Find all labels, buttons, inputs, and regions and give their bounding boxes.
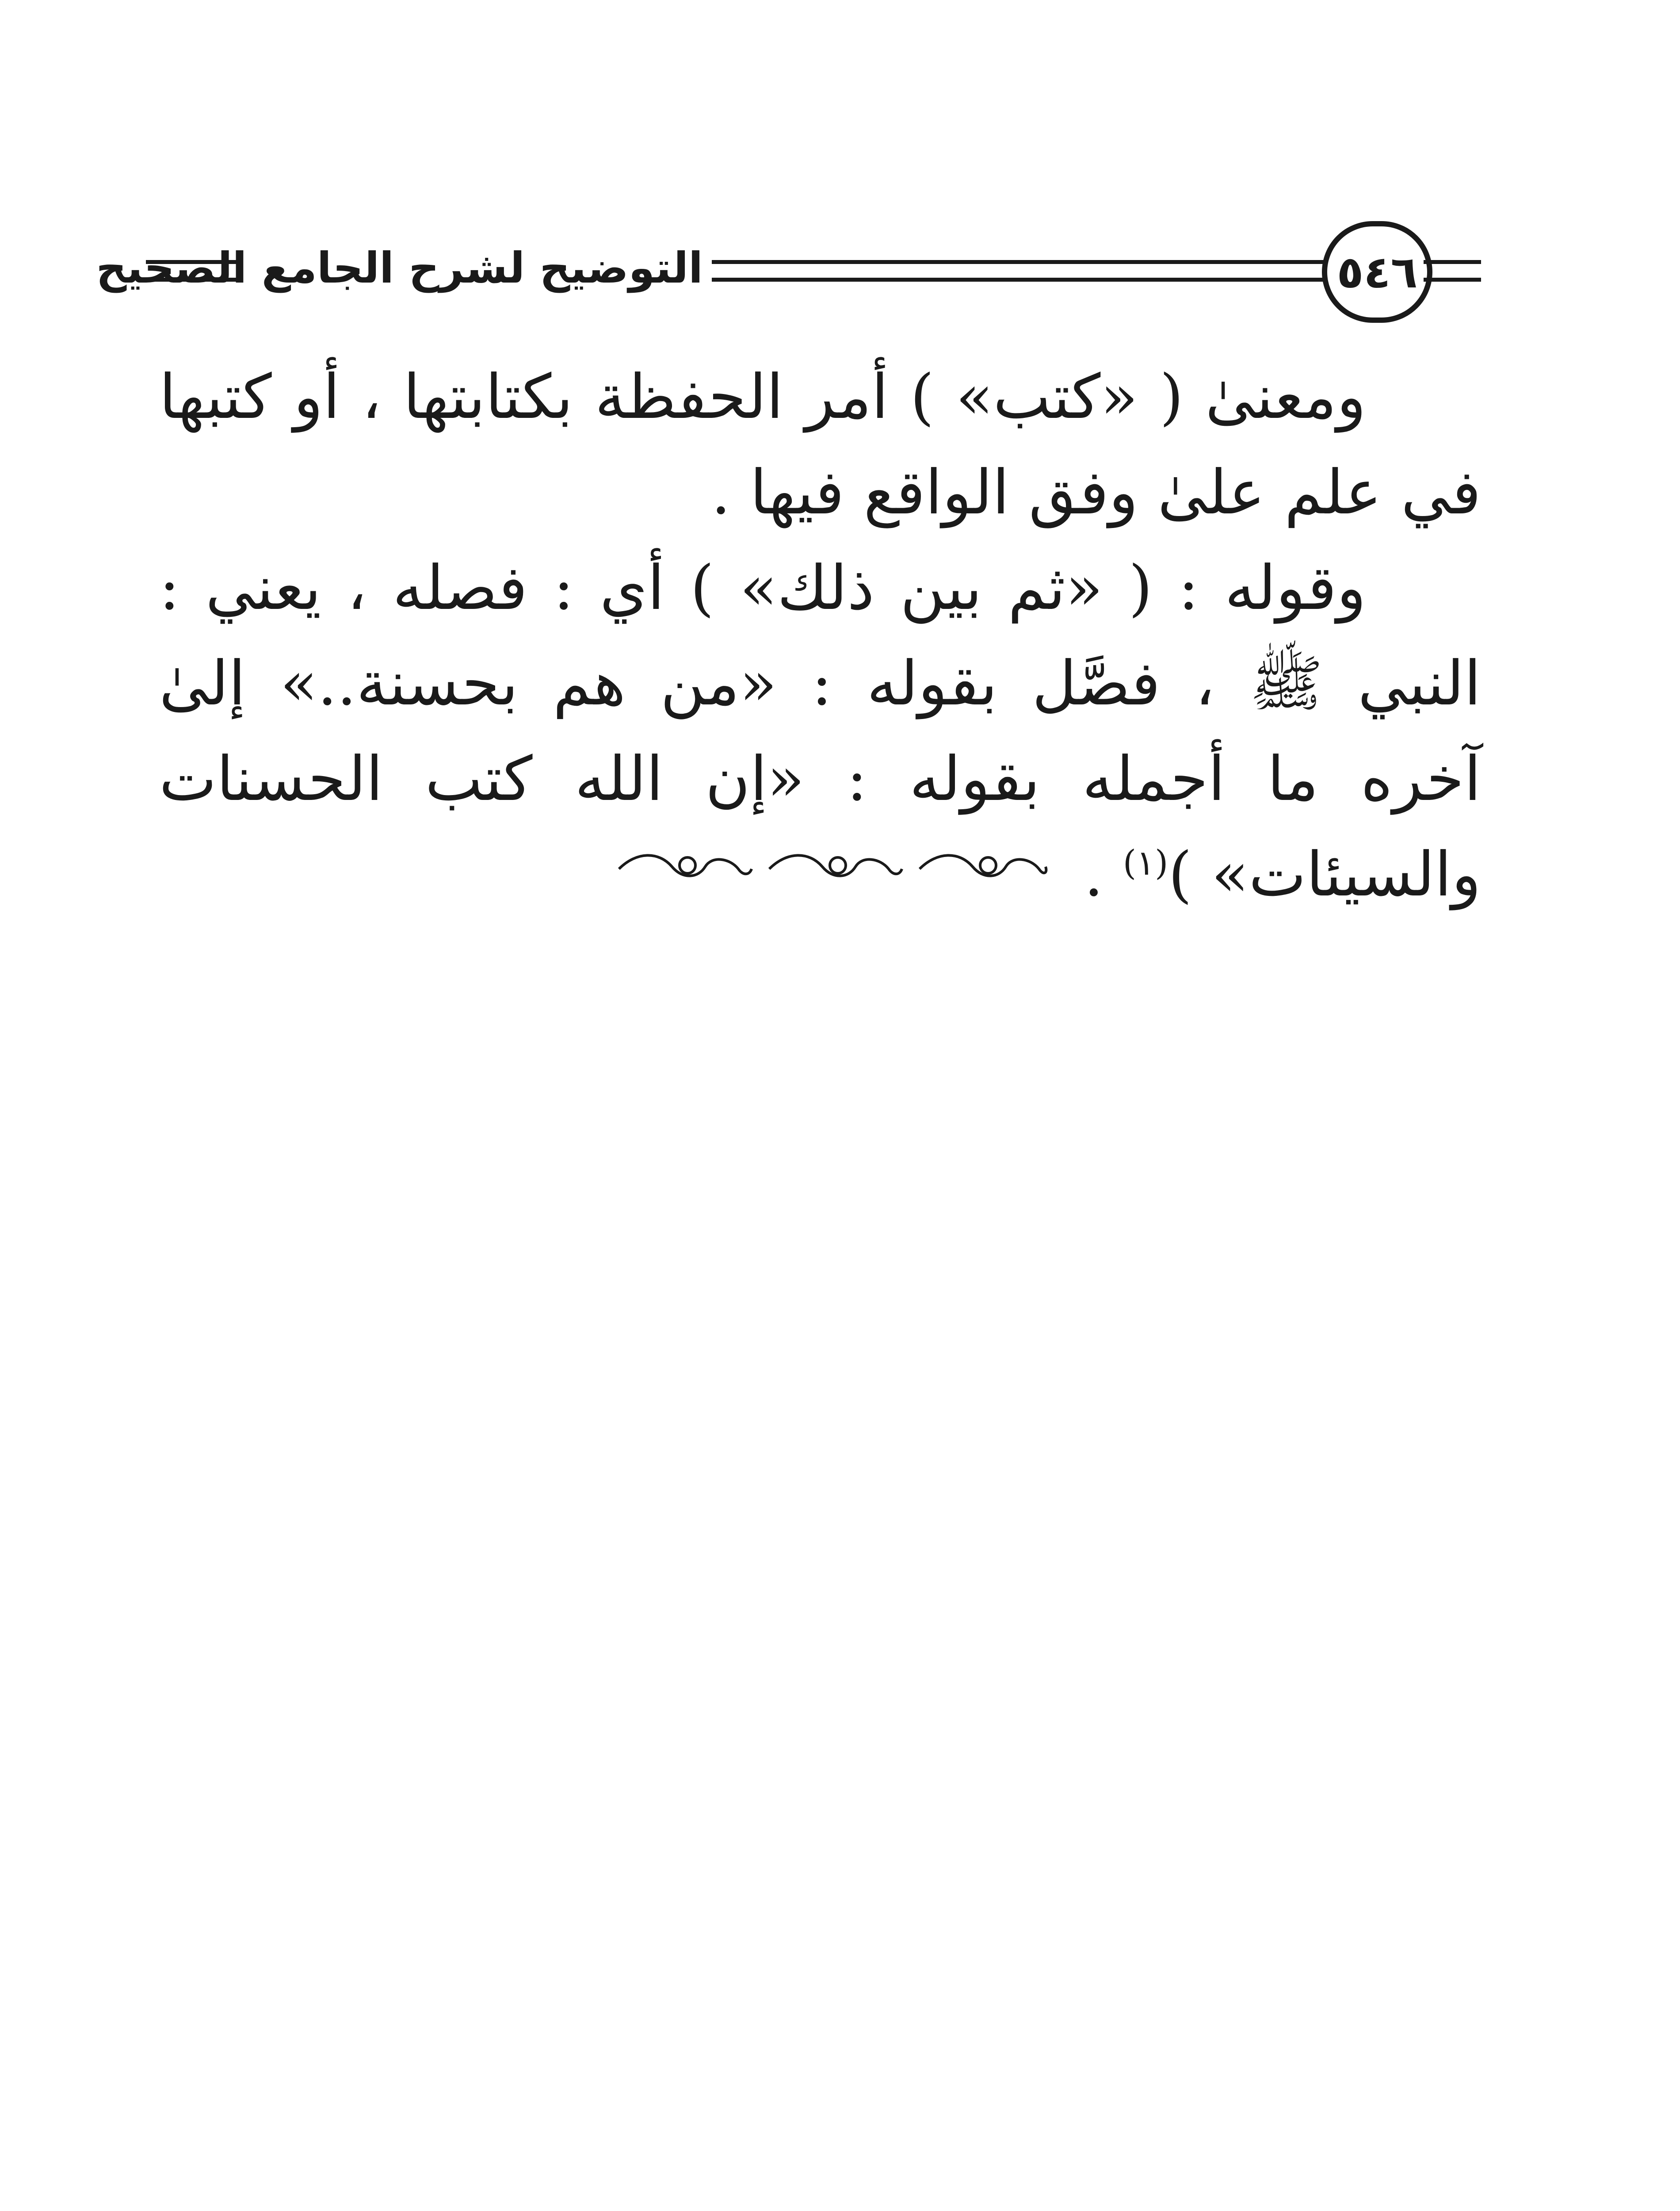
page-number: ٥٤٦ bbox=[1336, 246, 1418, 298]
header-rule bbox=[1424, 278, 1481, 282]
header-rule bbox=[1424, 260, 1481, 264]
header-rule bbox=[712, 260, 1326, 264]
footnote-reference: (١) bbox=[1123, 843, 1168, 883]
paragraph-text: وقوله : ( «ثم بين ذلك» ) أي : فصله ، يعني : النبي ﷺ ، فصَّل بقوله : «من هم بحسنة..» إلىٰ آخره ما أجمله بقوله : «إن الله كتب الحسنات والسيئات» ) bbox=[159, 552, 1481, 910]
page-header bbox=[96, 221, 1481, 327]
ornament-divider bbox=[610, 842, 1052, 891]
paragraph: ومعنىٰ ( «كتب» ) أمر الحفظة بكتابتها ، أو كتبها في علم علىٰ وفق الواقع فيها . bbox=[159, 361, 1481, 528]
header-rule bbox=[712, 278, 1326, 282]
main-text bbox=[159, 349, 1481, 922]
page-number-frame bbox=[1322, 221, 1432, 323]
running-title: التوضيح لشرح الجامع الصحيح bbox=[96, 243, 703, 293]
paragraph-end: . bbox=[1084, 839, 1123, 910]
